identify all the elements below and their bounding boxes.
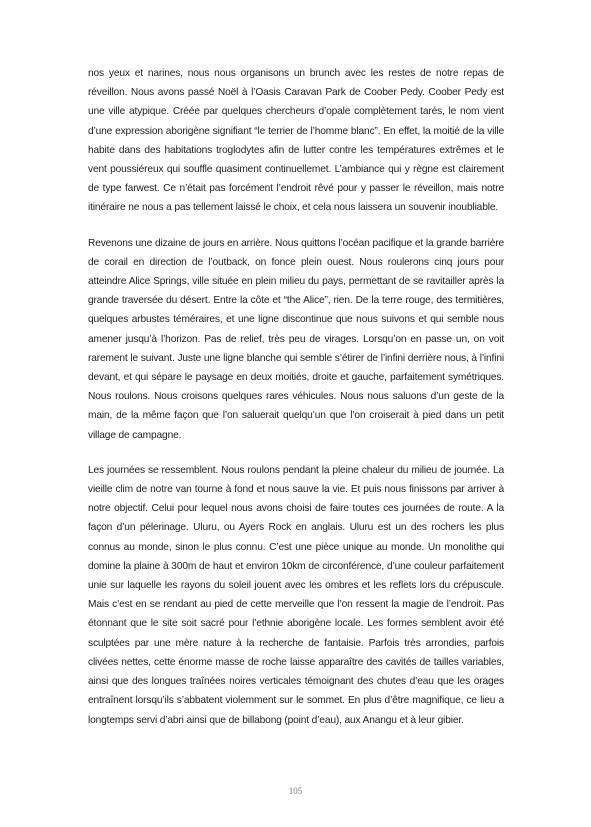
paragraph-outback-road: Revenons une dizaine de jours en arrière. Nous quittons l’océan pacifique et la grande barrière de corail en direction de l’outback, on fonce plein ouest. Nous roulerons cinq jours pour atteindre Alice Springs, ville située en plein milieu du pays, permettant de se ravitailler après la grande traversée du désert. Entre la côte et “the Alice”, rien. De la terre rouge, des termitières, quelques arbustes téméraires, et une ligne discontinue que nous suivons et qui semble nous amener jusqu’à l’horizon. Pas de relief, très peu de virages. Lorsqu’on en passe un, on voit rarement le suivant. Juste une ligne blanche qui semble s’étirer de l’infini derrière nous, à l’infini devant, et qui sépare le paysage en deux moitiés, droite et gauche, parfaitement symétriques. Nous roulons. Nous croisons quelques rares véhicules. Nous nous saluons d’un geste de la main, de la même façon que l’on saluerait quelqu’un que l’on croiserait à pied dans un petit village de campagne. (88, 237, 504, 441)
paragraph-coober-pedy: nos yeux et narines, nous nous organisons un brunch avec les restes de notre repas de réveillon. Nous avons passé Noël à l’Oasis Caravan Park de Coober Pedy. Coober Pedy est une ville atypique. Créée par quelques chercheurs d’opale complètement tarés, le nom vient d’une expression aborigène signifiant “le terrier de l’homme blanc”. En effet, la moitié de la ville habite dans des habitations troglodytes afin de lutter contre les températures extrêmes et le vent poussiéreux qui souffle quasiment continuellemet. L’ambiance qui y règne est clairement de type farwest. Ce n’était pas forcément l’endroit rêvé pour y passer le réveillon, mais notre itinéraire ne nous a pas tellement laissé le choix, et cela nous laissera un souvenir inoubliable. (88, 68, 504, 214)
page-body (88, 64, 504, 746)
paragraph-uluru: Les journées se ressemblent. Nous roulons pendant la pleine chaleur du milieu de journée. La vieille clim de notre van tourne à fond et nous sauve la vie. Et puis nous finissons par arriver à notre objectif. Celui pour lequel nous avons choisi de faire toutes ces journées de route. A la façon d’un pélerinage. Uluru, ou Ayers Rock en anglais. Uluru est un des rochers les plus connus au monde, sinon le plus connu. C’est une pièce unique au monde. Un monolithe qui domine la plaine à 300m de haut et environ 10km de circonférence, d’une couleur parfaitement unie sur laquelle les rayons du soleil jouent avec les ombres et les reflets lors du crépuscule. Mais c’est en se rendant au pied de cette merveille que l’on ressent la magie de l’endroit. Pas étonnant que le site soit sacré pour l’ethnie aborigène locale. Les formes semblent avoir été sculptées par une mère nature à la recherche de fantaisie. Parfois très arrondies, parfois clivées nettes, cette énorme masse de roche laisse apparaître des cavités de tailles variables, ainsi que des longues traînées noires verticales témoignant des chutes d’eau que les orages entraînent lorsqu’ils s’abbatent violemment sur le sommet. En plus d’être magnifique, ce lieu a longtemps servi d’abri ainsi que de billabong (point d’eau), aux Anangu et à leur gibier. (88, 464, 504, 726)
page-number: 105 (288, 786, 303, 796)
